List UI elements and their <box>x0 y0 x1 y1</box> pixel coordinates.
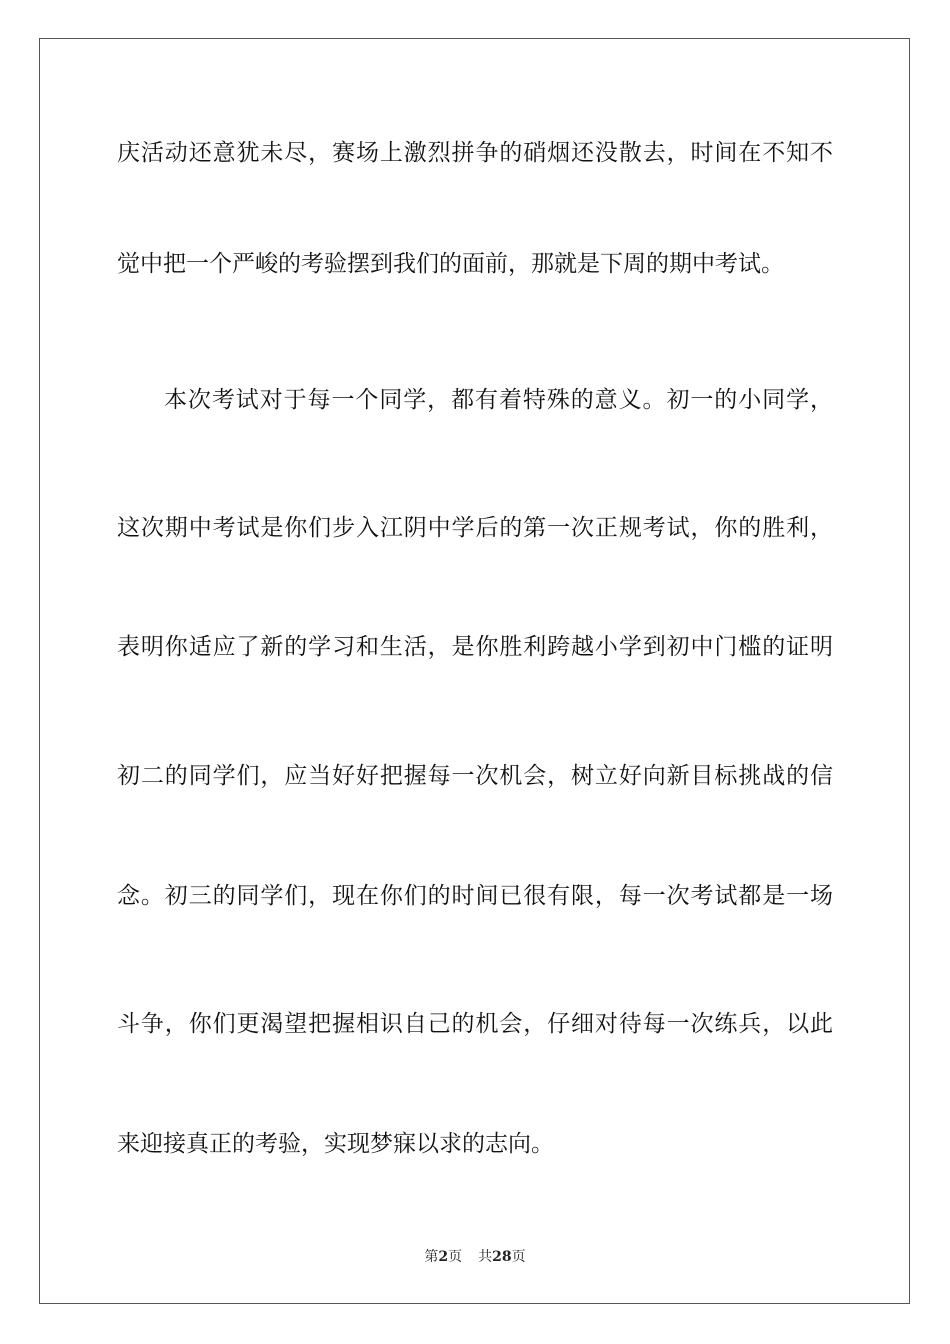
footer-page-prefix: 第 <box>424 1249 439 1265</box>
paragraph-line-9: 来迎接真正的考验，实现梦寐以求的志向。 <box>117 1131 554 1157</box>
paragraph-line-8: 斗争，你们更渴望把握相识自己的机会，仔细对待每一次练兵，以此 <box>117 1011 833 1037</box>
paragraph-line-3: 本次考试对于每一个同学，都有着特殊的意义。初一的小同学， <box>164 387 833 413</box>
footer-page-number: 2 <box>438 1249 449 1265</box>
footer-page-suffix: 页 <box>448 1249 463 1265</box>
paragraph-line-7: 念。初三的同学们，现在你们的时间已很有限，每一次考试都是一场 <box>117 883 833 909</box>
footer-total-pages: 28 <box>492 1249 512 1265</box>
footer-total-suffix: 页 <box>511 1249 526 1265</box>
paragraph-line-4: 这次期中考试是你们步入江阴中学后的第一次正规考试，你的胜利， <box>117 515 833 541</box>
footer-total-prefix: 共 <box>478 1249 493 1265</box>
paragraph-line-2: 觉中把一个严峻的考验摆到我们的面前，那就是下周的期中考试。 <box>117 251 784 277</box>
paragraph-line-6: 初二的同学们，应当好好把握每一次机会，树立好向新目标挑战的信 <box>117 763 833 789</box>
paragraph-line-5: 表明你适应了新的学习和生活，是你胜利跨越小学到初中门槛的证明 <box>117 634 833 660</box>
page-border <box>39 38 910 1304</box>
page-footer <box>0 1247 950 1267</box>
paragraph-line-1: 庆活动还意犹未尽，赛场上激烈拼争的硝烟还没散去，时间在不知不 <box>117 140 833 166</box>
